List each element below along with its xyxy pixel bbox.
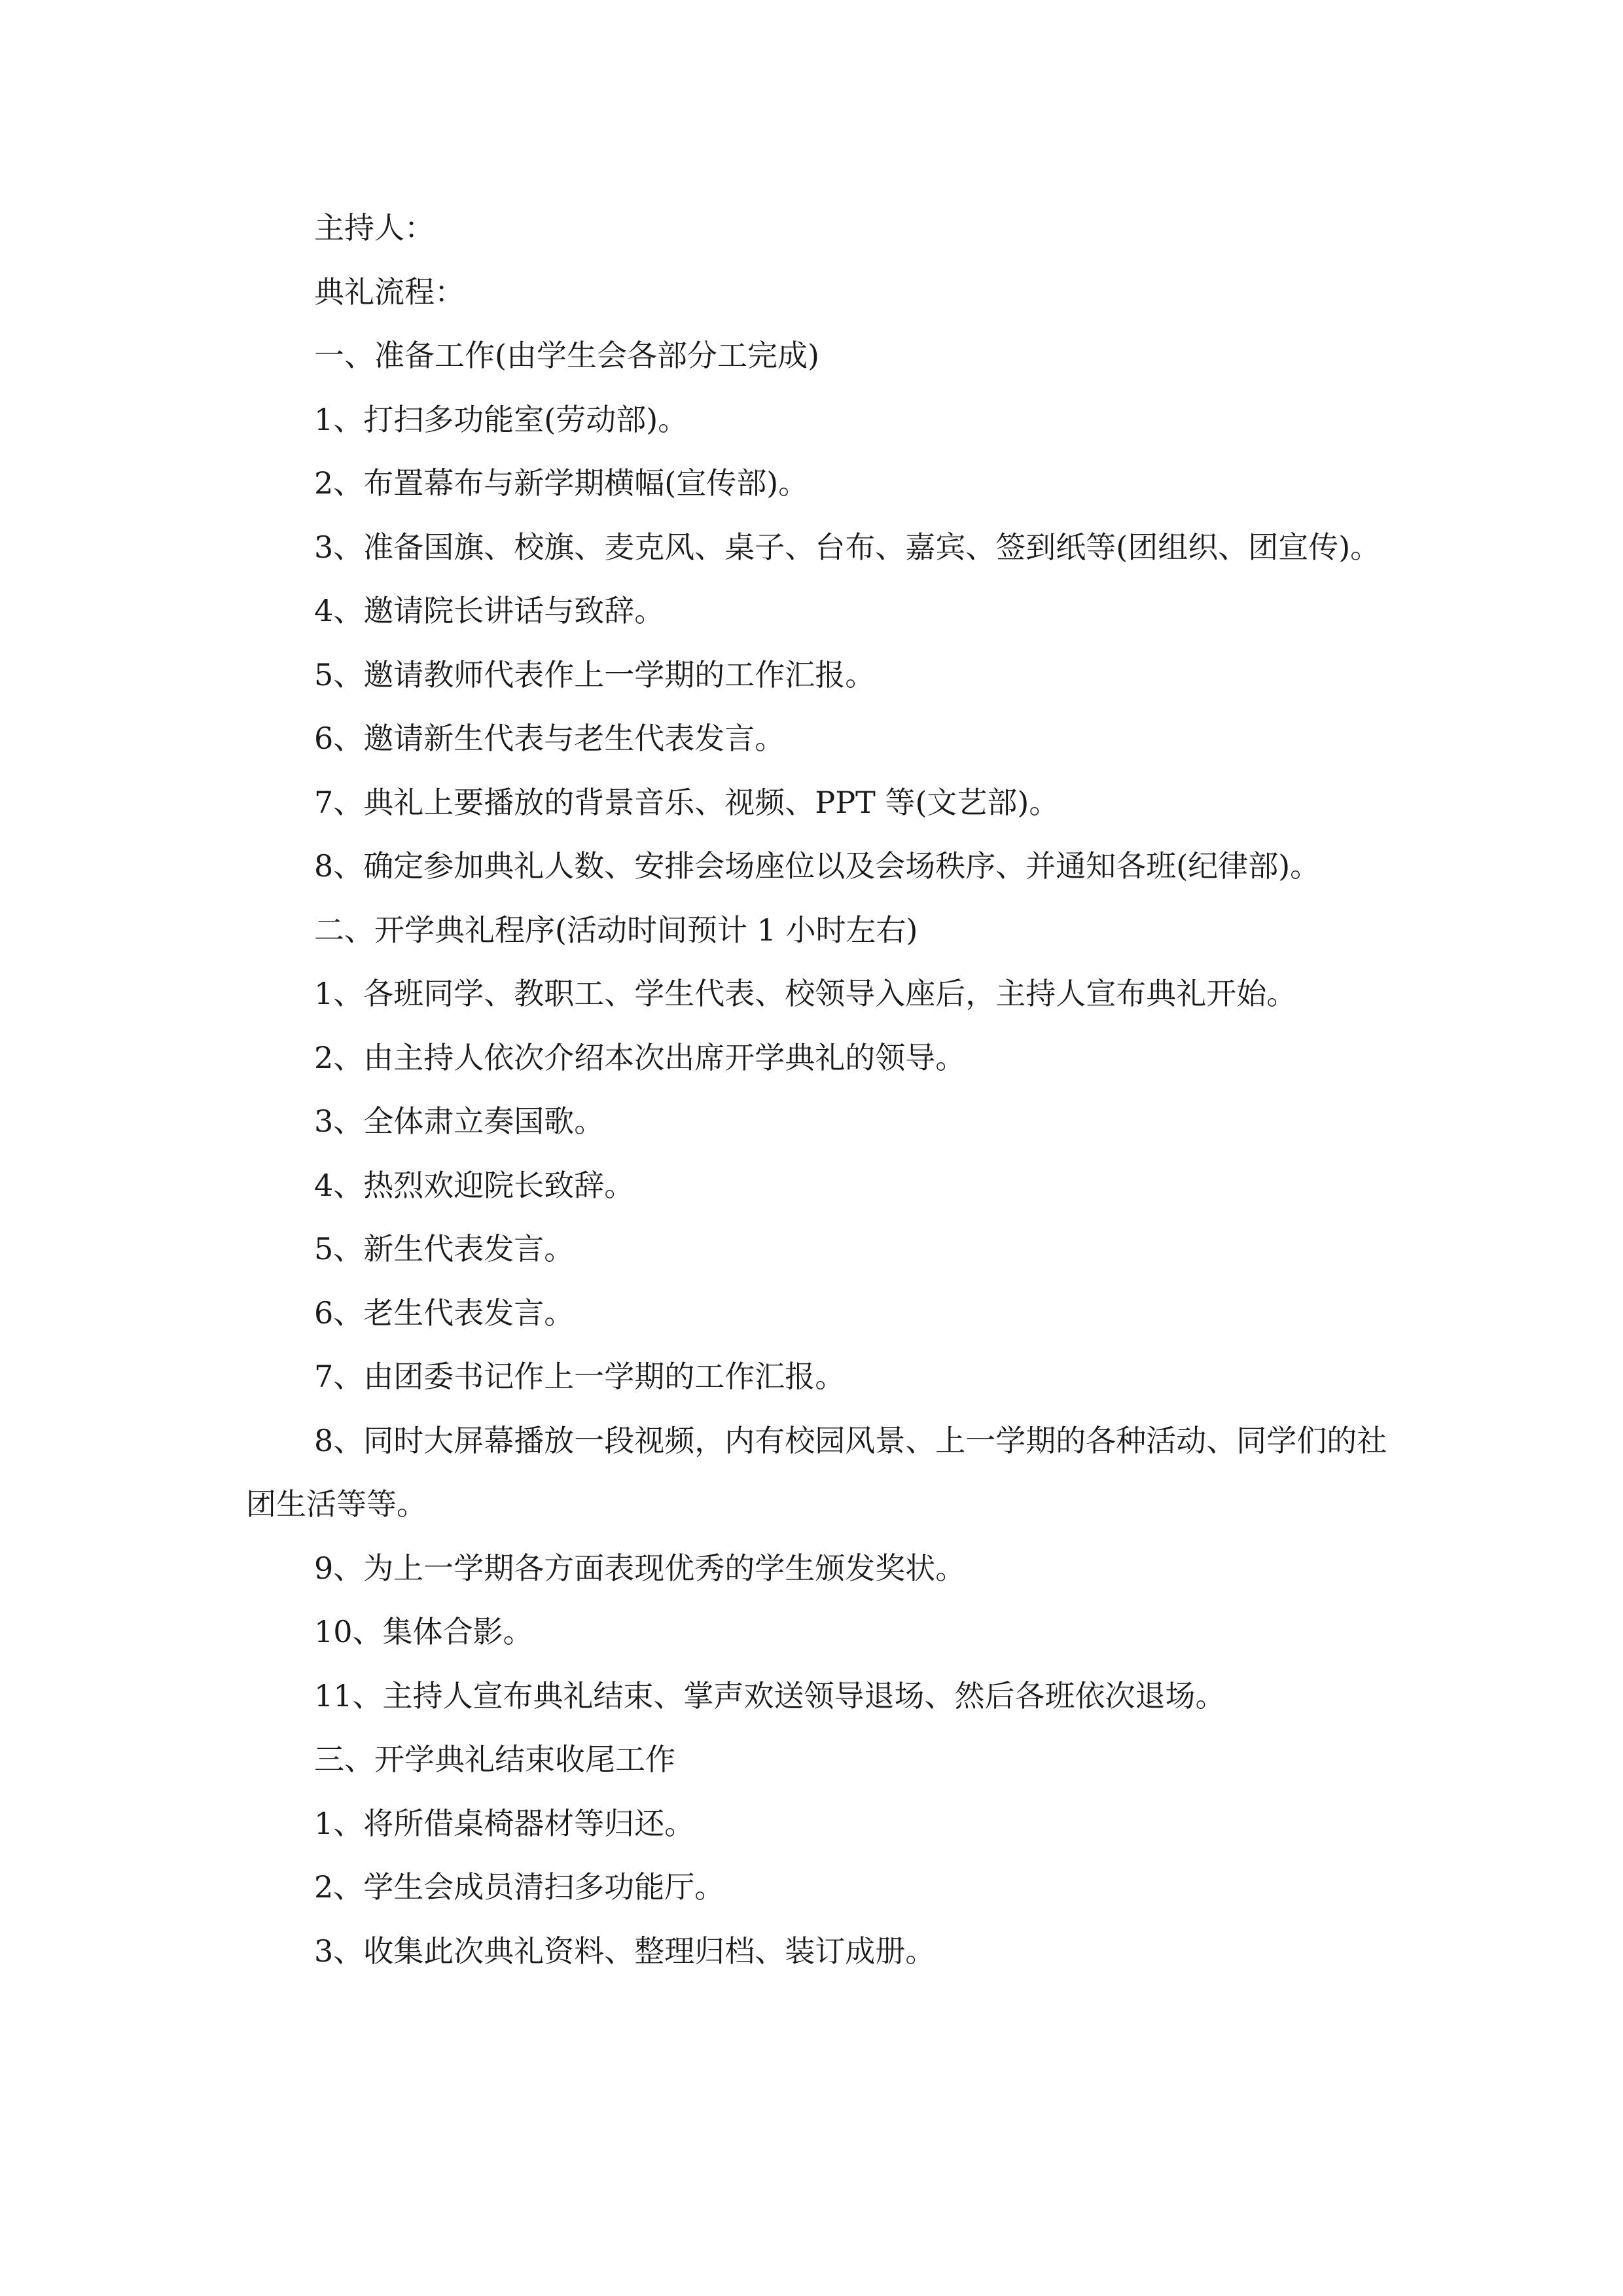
section-1-item-8: 8、确定参加典礼人数、安排会场座位以及会场秩序、并通知各班(纪律部)。 <box>314 848 1321 884</box>
section-2-item-4: 4、热烈欢迎院长致辞。 <box>314 1167 635 1203</box>
section-2-item-7: 7、由团委书记作上一学期的工作汇报。 <box>314 1359 846 1394</box>
section-1-item-3: 3、准备国旗、校旗、麦克风、桌子、台布、嘉宾、签到纸等(团组织、团宣传)。 <box>314 529 1381 565</box>
section-1-heading: 一、准备工作(由学生会各部分工完成) <box>314 338 819 373</box>
section-2-item-9: 9、为上一学期各方面表现优秀的学生颁发奖状。 <box>314 1550 966 1586</box>
section-3-heading: 三、开学典礼结束收尾工作 <box>314 1742 675 1777</box>
section-2-item-1: 1、各班同学、教职工、学生代表、校领导入座后，主持人宣布典礼开始。 <box>314 976 1297 1011</box>
section-2-item-3: 3、全体肃立奏国歌。 <box>314 1103 605 1139</box>
section-1-item-6: 6、邀请新生代表与老生代表发言。 <box>314 721 785 756</box>
section-3-item-2: 2、学生会成员清扫多功能厅。 <box>314 1869 725 1905</box>
section-1-item-5: 5、邀请教师代表作上一学期的工作汇报。 <box>314 656 876 692</box>
section-2-item-5: 5、新生代表发言。 <box>314 1231 575 1266</box>
section-1-item-4: 4、邀请院长讲话与致辞。 <box>314 593 665 628</box>
section-1-item-7: 7、典礼上要播放的背景音乐、视频、PPT 等(文艺部)。 <box>314 784 1060 820</box>
ceremony-process-heading: 典礼流程： <box>314 274 465 310</box>
section-3-item-1: 1、将所借桌椅器材等归还。 <box>314 1805 695 1841</box>
document-body <box>246 196 1398 1983</box>
section-2-item-11: 11、主持人宣布典礼结束、掌声欢送领导退场、然后各班依次退场。 <box>314 1677 1226 1713</box>
section-3-item-3: 3、收集此次典礼资料、整理归档、装订成册。 <box>314 1933 936 1969</box>
section-2-heading: 二、开学典礼程序(活动时间预计 1 小时左右) <box>314 912 918 948</box>
section-1-item-2: 2、布置幕布与新学期横幅(宣传部)。 <box>314 465 809 501</box>
section-2-item-8: 8、同时大屏幕播放一段视频，内有校园风景、上一学期的各种活动、同学们的社团生活等等。 <box>246 1422 1387 1522</box>
section-2-item-6: 6、老生代表发言。 <box>314 1295 575 1331</box>
section-2-item-2: 2、由主持人依次介绍本次出席开学典礼的领导。 <box>314 1039 966 1075</box>
host-label: 主持人： <box>314 210 435 245</box>
section-1-item-1: 1、打扫多功能室(劳动部)。 <box>314 401 688 437</box>
section-2-item-10: 10、集体合影。 <box>314 1614 533 1649</box>
